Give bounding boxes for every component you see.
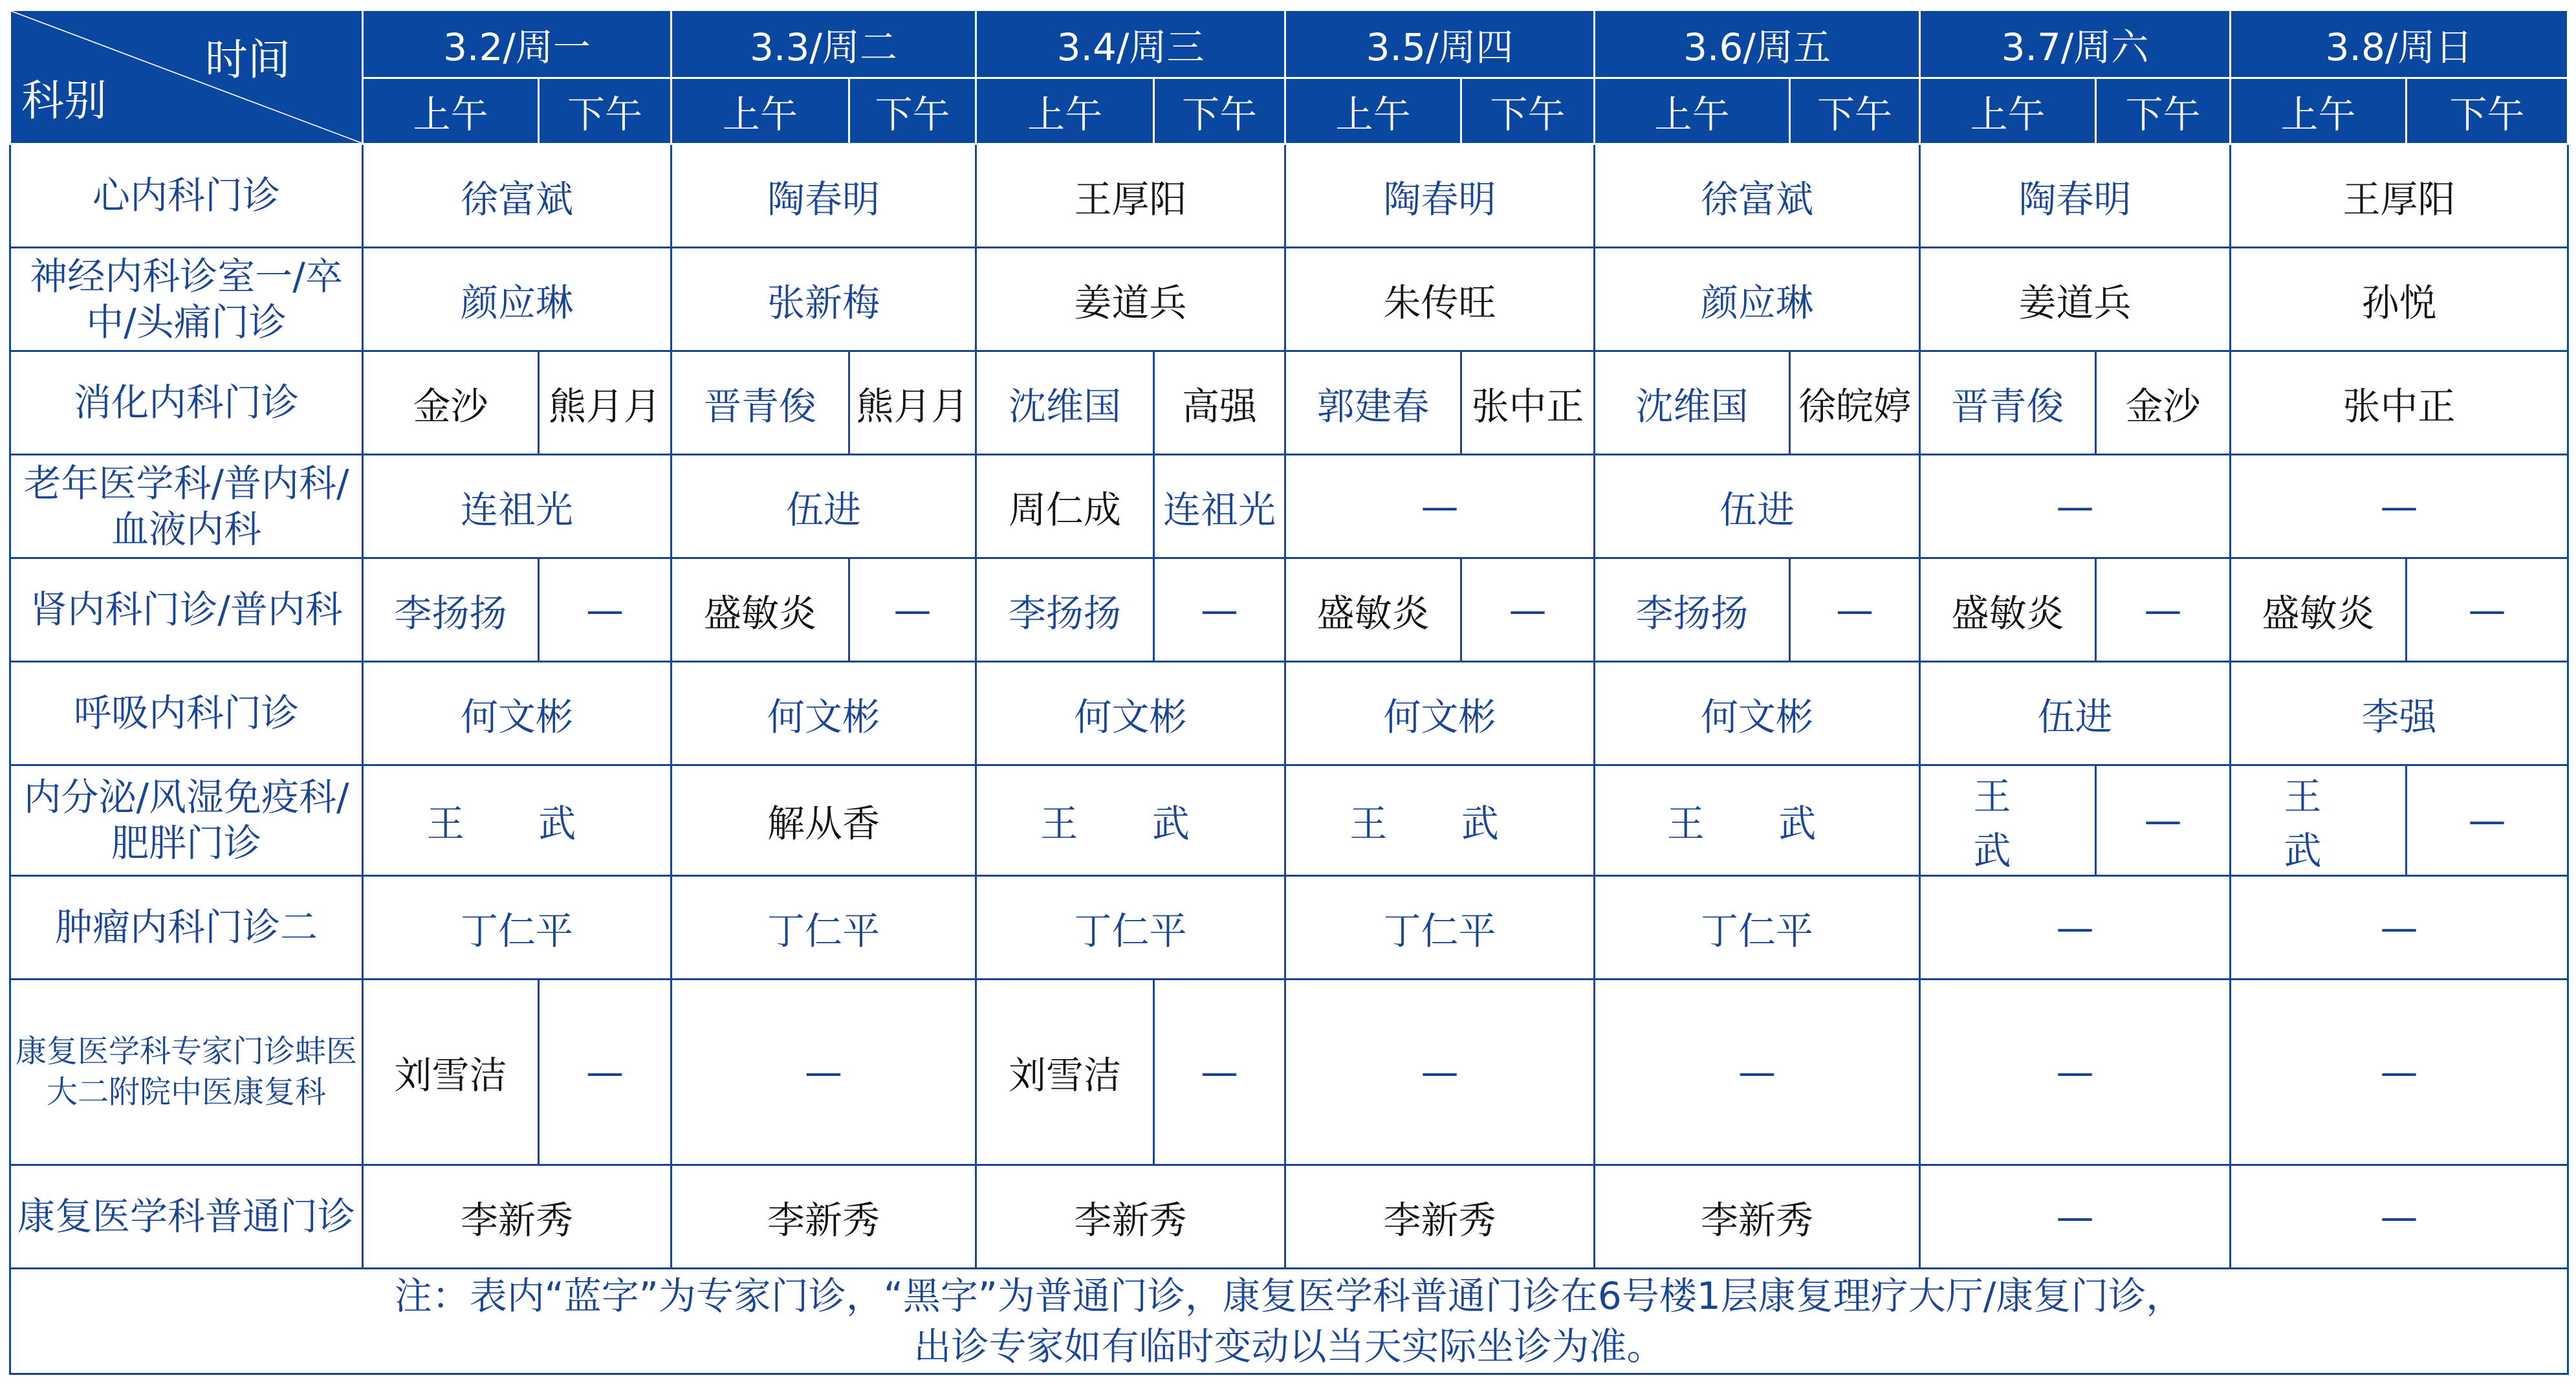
doctor-cell: 郭建春 (1285, 351, 1461, 455)
doctor-cell: 颜应琳 (363, 248, 671, 351)
department-name: 康复医学科普通门诊 (10, 1165, 363, 1269)
table-row (10, 558, 2568, 662)
no-clinic-dash: — (1461, 558, 1595, 662)
doctor-cell: 丁仁平 (976, 876, 1285, 980)
doctor-cell: 李新秀 (363, 1165, 671, 1269)
no-clinic-dash: — (849, 558, 976, 662)
doctor-cell: 何文彬 (671, 662, 976, 765)
am-header: 上午 (2231, 78, 2407, 144)
am-header: 上午 (976, 78, 1154, 144)
doctor-cell: 王 武 (2231, 765, 2407, 876)
no-clinic-dash: — (1920, 455, 2231, 558)
no-clinic-dash: — (2407, 765, 2568, 876)
no-clinic-dash: — (1285, 455, 1595, 558)
doctor-cell: 金沙 (2096, 351, 2231, 455)
department-name: 呼吸内科门诊 (10, 662, 363, 765)
doctor-cell: 盛敏炎 (671, 558, 849, 662)
pm-header: 下午 (1154, 78, 1285, 144)
table-row (10, 351, 2568, 455)
no-clinic-dash: — (1154, 980, 1285, 1165)
day-header-thu: 3.5/周四 (1285, 10, 1595, 78)
no-clinic-dash: — (2407, 558, 2568, 662)
no-clinic-dash: — (2096, 765, 2231, 876)
no-clinic-dash: — (2231, 1165, 2568, 1269)
table-row (10, 876, 2568, 980)
am-header: 上午 (363, 78, 539, 144)
department-name: 老年医学科/普内科/血液内科 (10, 455, 363, 558)
doctor-cell: 盛敏炎 (1285, 558, 1461, 662)
footnote-line-1: 注：表内“蓝字”为专家门诊，“黑字”为普通门诊，康复医学科普通门诊在6号楼1层康复理疗大厅/康复门诊， (394, 1273, 2184, 1318)
doctor-cell: 解从香 (671, 765, 976, 876)
doctor-cell: 李新秀 (1285, 1165, 1595, 1269)
doctor-cell: 陶春明 (1285, 144, 1595, 248)
no-clinic-dash: — (539, 980, 671, 1165)
doctor-cell: 丁仁平 (363, 876, 671, 980)
pm-header: 下午 (539, 78, 671, 144)
doctor-cell: 徐富斌 (363, 144, 671, 248)
pm-header: 下午 (1461, 78, 1595, 144)
department-name: 心内科门诊 (10, 144, 363, 248)
day-header-wed: 3.4/周三 (976, 10, 1285, 78)
table-row (10, 248, 2568, 351)
doctor-cell: 何文彬 (976, 662, 1285, 765)
am-header: 上午 (1285, 78, 1461, 144)
doctor-cell: 连祖光 (1154, 455, 1285, 558)
doctor-cell: 金沙 (363, 351, 539, 455)
doctor-cell: 张中正 (1461, 351, 1595, 455)
no-clinic-dash: — (1920, 980, 2231, 1165)
department-name: 肿瘤内科门诊二 (10, 876, 363, 980)
day-header-fri: 3.6/周五 (1595, 10, 1920, 78)
doctor-cell: 何文彬 (1595, 662, 1920, 765)
doctor-cell: 李新秀 (1595, 1165, 1920, 1269)
table-row (10, 455, 2568, 558)
doctor-cell: 丁仁平 (671, 876, 976, 980)
pm-header: 下午 (1790, 78, 1920, 144)
doctor-cell: 王厚阳 (976, 144, 1285, 248)
doctor-cell: 王 武 (976, 765, 1285, 876)
doctor-cell: 熊月月 (849, 351, 976, 455)
table-row (10, 980, 2568, 1165)
doctor-cell: 高强 (1154, 351, 1285, 455)
no-clinic-dash: — (2231, 455, 2568, 558)
doctor-cell: 王 武 (1920, 765, 2096, 876)
doctor-cell: 伍进 (1920, 662, 2231, 765)
doctor-cell: 晋青俊 (671, 351, 849, 455)
doctor-cell: 姜道兵 (1920, 248, 2231, 351)
time-label: 时间 (205, 35, 290, 85)
no-clinic-dash: — (2096, 558, 2231, 662)
pm-header: 下午 (849, 78, 976, 144)
doctor-cell: 王厚阳 (2231, 144, 2568, 248)
doctor-cell: 连祖光 (363, 455, 671, 558)
am-header: 上午 (1920, 78, 2096, 144)
no-clinic-dash: — (1920, 876, 2231, 980)
day-header-mon: 3.2/周一 (363, 10, 671, 78)
doctor-cell: 张中正 (2231, 351, 2568, 455)
doctor-cell: 徐皖婷 (1790, 351, 1920, 455)
doctor-cell: 李新秀 (671, 1165, 976, 1269)
footnote (10, 1269, 2568, 1374)
table-row (10, 662, 2568, 765)
footnote-row (10, 1269, 2568, 1374)
doctor-cell: 周仁成 (976, 455, 1154, 558)
doctor-cell: 盛敏炎 (2231, 558, 2407, 662)
table-row (10, 144, 2568, 248)
doctor-cell: 伍进 (671, 455, 976, 558)
table-row (10, 1165, 2568, 1269)
doctor-cell: 王 武 (363, 765, 671, 876)
doctor-cell: 沈维国 (1595, 351, 1790, 455)
no-clinic-dash: — (1154, 558, 1285, 662)
doctor-cell: 刘雪洁 (976, 980, 1154, 1165)
department-name: 神经内科诊室一/卒中/头痛门诊 (10, 248, 363, 351)
doctor-cell: 晋青俊 (1920, 351, 2096, 455)
doctor-cell: 颜应琳 (1595, 248, 1920, 351)
no-clinic-dash: — (539, 558, 671, 662)
doctor-cell: 刘雪洁 (363, 980, 539, 1165)
pm-header: 下午 (2096, 78, 2231, 144)
department-label: 科别 (21, 76, 107, 126)
doctor-cell: 李强 (2231, 662, 2568, 765)
doctor-cell: 何文彬 (363, 662, 671, 765)
doctor-cell: 丁仁平 (1285, 876, 1595, 980)
doctor-cell: 姜道兵 (976, 248, 1285, 351)
department-name: 消化内科门诊 (10, 351, 363, 455)
department-name: 内分泌/风湿免疫科/肥胖门诊 (10, 765, 363, 876)
doctor-cell: 伍进 (1595, 455, 1920, 558)
no-clinic-dash: — (2231, 980, 2568, 1165)
no-clinic-dash: — (1790, 558, 1920, 662)
doctor-cell: 王 武 (1595, 765, 1920, 876)
am-header: 上午 (671, 78, 849, 144)
doctor-cell: 李新秀 (976, 1165, 1285, 1269)
footnote-line-2: 出诊专家如有临时变动以当天实际坐诊为准。 (913, 1324, 1665, 1368)
doctor-cell: 陶春明 (671, 144, 976, 248)
doctor-cell: 徐富斌 (1595, 144, 1920, 248)
table-row (10, 765, 2568, 876)
doctor-cell: 李扬扬 (976, 558, 1154, 662)
pm-header: 下午 (2407, 78, 2568, 144)
doctor-cell: 熊月月 (539, 351, 671, 455)
clinic-schedule-table (9, 9, 2569, 1375)
doctor-cell: 张新梅 (671, 248, 976, 351)
doctor-cell: 何文彬 (1285, 662, 1595, 765)
doctor-cell: 李扬扬 (1595, 558, 1790, 662)
doctor-cell: 陶春明 (1920, 144, 2231, 248)
doctor-cell: 盛敏炎 (1920, 558, 2096, 662)
no-clinic-dash: — (1285, 980, 1595, 1165)
day-header-sat: 3.7/周六 (1920, 10, 2231, 78)
doctor-cell: 李扬扬 (363, 558, 539, 662)
department-name: 康复医学科专家门诊蚌医大二附院中医康复科 (10, 980, 363, 1165)
day-header-tue: 3.3/周二 (671, 10, 976, 78)
no-clinic-dash: — (2231, 876, 2568, 980)
doctor-cell: 丁仁平 (1595, 876, 1920, 980)
doctor-cell: 朱传旺 (1285, 248, 1595, 351)
doctor-cell: 孙悦 (2231, 248, 2568, 351)
no-clinic-dash: — (1595, 980, 1920, 1165)
table-corner-header (10, 10, 363, 144)
am-header: 上午 (1595, 78, 1790, 144)
department-name: 肾内科门诊/普内科 (10, 558, 363, 662)
no-clinic-dash: — (671, 980, 976, 1165)
no-clinic-dash: — (1920, 1165, 2231, 1269)
day-header-sun: 3.8/周日 (2231, 10, 2568, 78)
doctor-cell: 王 武 (1285, 765, 1595, 876)
doctor-cell: 沈维国 (976, 351, 1154, 455)
